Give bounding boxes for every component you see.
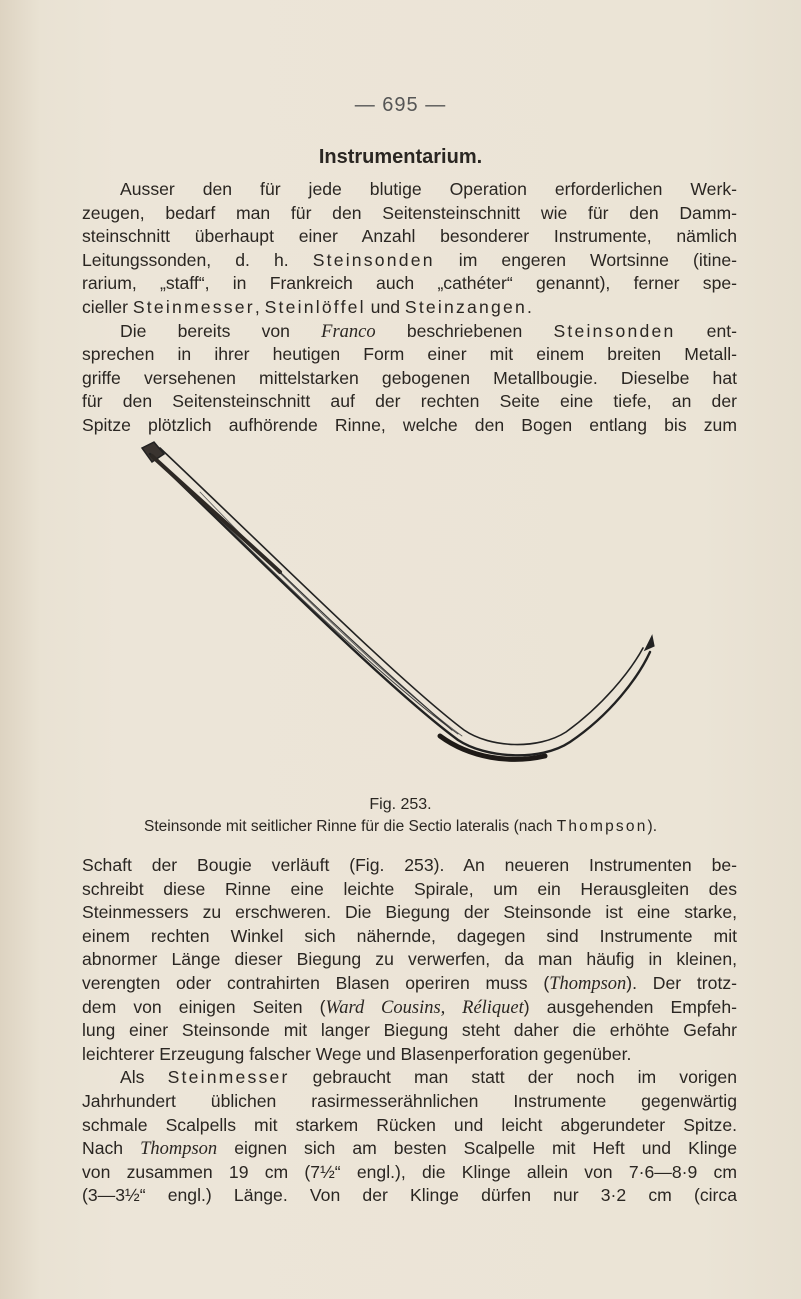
text-line [82, 367, 737, 391]
text-run: dem von einigen Seiten ( [82, 996, 326, 1017]
text-line [82, 925, 737, 949]
text-line [82, 225, 737, 249]
text-line [82, 343, 737, 367]
text-line [82, 1137, 737, 1161]
spaced-term: Steinmesser [132, 296, 255, 317]
text-line [82, 972, 737, 996]
text-run: griffe versehenen mittelstarken gebogenen Metallbougie. Dieselbe hat [82, 367, 737, 388]
text-run: ). Der trotz- [626, 972, 737, 993]
text-run: Jahrhundert üblichen rasirmesserähnlichen Instrumente gegenwärtig [82, 1090, 737, 1111]
page-number: — 695 — [354, 94, 447, 116]
text-run: ent- [675, 320, 737, 341]
paragraph-continuation [82, 854, 737, 1208]
text-line [82, 272, 737, 296]
text-run: lung einer Steinsonde mit langer Biegung steht daher die erhöhte Gefahr [82, 1020, 737, 1041]
figure-label: Fig. 253. [369, 796, 432, 813]
text-run: Als [120, 1067, 168, 1088]
italic-name: Franco [321, 321, 376, 342]
text-run: im engeren Wortsinne (itine- [434, 249, 737, 270]
figure-caption [0, 818, 801, 836]
text-run: einem rechten Winkel sich nähernde, dagegen sind Instrumente mit [82, 925, 737, 946]
text-line [82, 1043, 737, 1067]
italic-name: Thompson [549, 973, 627, 994]
text-run: beschriebenen [375, 320, 554, 341]
text-run: Leitungssonden, d. h. [82, 249, 313, 270]
text-line [82, 996, 737, 1020]
text-run: von zusammen 19 cm (7½“ engl.), die Klinge allein von 7·6—8·9 cm [82, 1161, 737, 1182]
text-run: sprechen in ihrer heutigen Form einer mit einem breiten Metall- [82, 344, 737, 365]
text-line [82, 178, 737, 202]
text-run: (3—3½“ engl.) Länge. Von der Klinge dürfen nur 3·2 cm (circa [82, 1185, 737, 1206]
text-line [82, 296, 737, 320]
text-run: schreibt diese Rinne eine leichte Spirale, um ein Herausgleiten des [82, 878, 737, 899]
text-run: Nach [82, 1138, 141, 1159]
text-line [82, 1161, 737, 1185]
figure-caption-text: Steinsonde mit seitlicher Rinne für die Sectio lateralis (nach [144, 818, 557, 835]
text-run: . [526, 296, 532, 317]
text-line [82, 1090, 737, 1114]
steinsonde-drawing [142, 442, 654, 759]
italic-name: Thompson [140, 1139, 218, 1160]
text-run: eignen sich am besten Scalpelle mit Heft und Klinge [217, 1138, 737, 1159]
text-line [82, 249, 737, 273]
spaced-term: Steinzangen [404, 296, 527, 317]
text-run: Spitze plötzlich aufhörende Rinne, welche den Bogen entlang bis zum [82, 414, 737, 435]
paragraph-intro [82, 178, 737, 438]
text-run: cieller [82, 296, 133, 317]
text-run: und [365, 296, 405, 317]
spaced-term: Steinsonden [312, 249, 435, 270]
text-run: ) ausgehenden Empfeh- [523, 996, 737, 1017]
text-run: für den Seitensteinschnitt auf der rechten Seite eine tiefe, an der [82, 391, 737, 412]
text-line [82, 1114, 737, 1138]
section-heading: Instrumentarium. [318, 146, 483, 168]
text-run: Schaft der Bougie verläuft (Fig. 253). An neueren Instrumenten be- [82, 855, 737, 875]
figure-caption-author: Thompson [556, 818, 648, 835]
text-line [82, 901, 737, 925]
spaced-term: Steinmesser [167, 1067, 290, 1088]
text-run: zeugen, bedarf man für den Seitensteinschnitt wie für den Damm- [82, 202, 737, 223]
text-run: Die bereits von [120, 320, 322, 341]
text-line [82, 854, 737, 878]
text-run: Ausser den für jede blutige Operation erforderlichen Werk- [120, 179, 737, 199]
text-line [82, 202, 737, 226]
text-run: steinschnitt überhaupt einer Anzahl besonderer Instrumente, nämlich [82, 226, 737, 247]
text-run: gebraucht man statt der noch im vorigen [289, 1067, 737, 1088]
text-line [82, 1066, 737, 1090]
spaced-term: Steinlöffel [264, 296, 366, 317]
text-line [82, 1019, 737, 1043]
spaced-term: Steinsonden [553, 320, 676, 341]
italic-name: Ward Cousins, Réliquet [325, 997, 524, 1018]
text-line [82, 390, 737, 414]
text-line [82, 320, 737, 344]
text-run: schmale Scalpells mit starkem Rücken und leicht abgerundeter Spitze. [82, 1114, 737, 1135]
text-run: Steinmessers zu erschweren. Die Biegung der Steinsonde ist eine starke, [82, 902, 737, 923]
text-run: leichterer Erzeugung falscher Wege und Blasenperforation gegenüber. [82, 1043, 632, 1064]
figure-caption-end: ). [647, 818, 657, 835]
text-run: abnormer Länge dieser Biegung zu verwerfen, da man häufig in kleinen, [82, 949, 737, 970]
figure-steinsonde-illustration [140, 440, 670, 775]
text-run: , [254, 296, 265, 317]
text-line [82, 948, 737, 972]
text-line [82, 878, 737, 902]
text-run: verengten oder contrahirten Blasen operiren muss ( [82, 972, 550, 993]
text-line [82, 414, 737, 438]
text-run: rarium, „staff“, in Frankreich auch „cathéter“ genannt), ferner spe- [82, 273, 737, 294]
text-line [82, 1184, 737, 1208]
